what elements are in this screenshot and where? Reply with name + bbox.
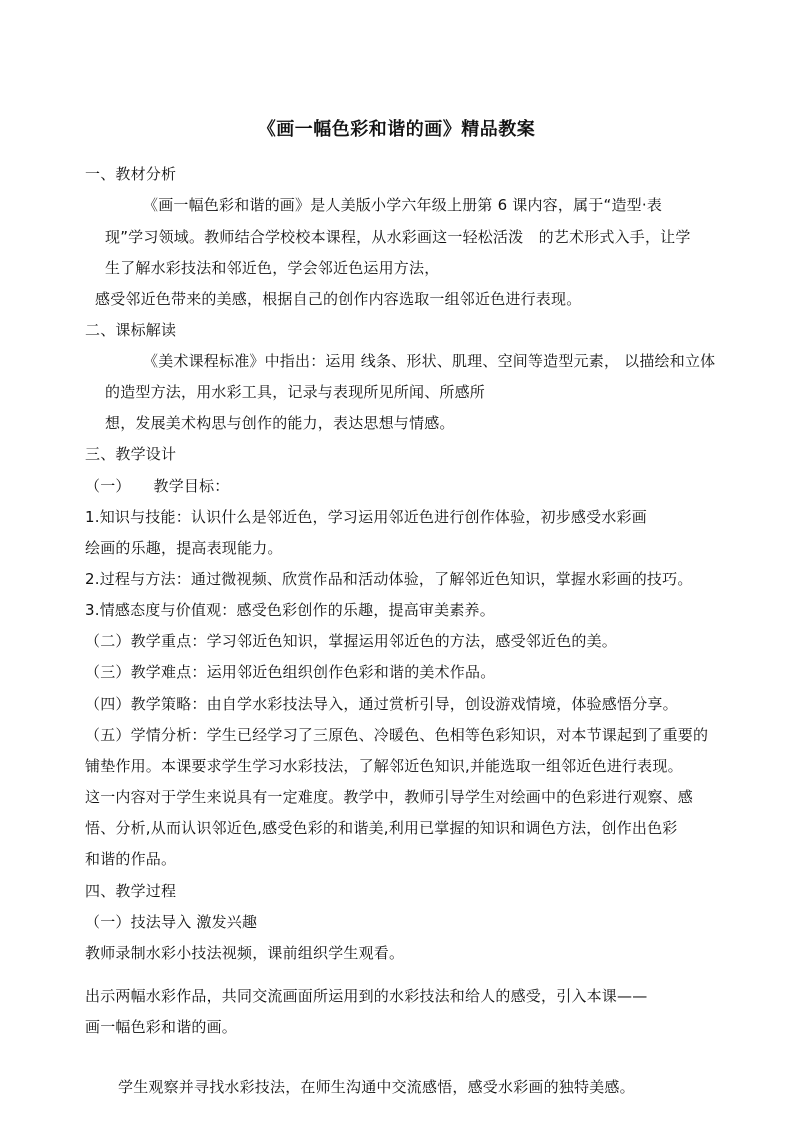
paragraph-line: 《美术课程标准》中指出：运用 线条、形状、肌理、空间等造型元素， 以描绘和立体 [143, 352, 716, 370]
paragraph-line: 悟、分析,从而认识邻近色,感受色彩的和谐美,利用已掌握的知识和调色方法，创作出色彩 [85, 819, 678, 837]
document-title: 《画一幅色彩和谐的画》精品教案 [257, 119, 536, 140]
paragraph-line: （五）学情分析：学生已经学习了三原色、冷暖色、色相等色彩知识，对本节课起到了重要的 [85, 726, 709, 744]
paragraph-line: 学生观察并寻找水彩技法，在师生沟通中交流感悟，感受水彩画的独特美感。 [118, 1078, 635, 1096]
paragraph-line: （二）教学重点：学习邻近色知识，掌握运用邻近色的方法，感受邻近色的美。 [85, 632, 618, 650]
paragraph-line: 现”学习领域。教师结合学校校本课程，从水彩画这一轻松活泼 的艺术形式入手，让学 [105, 228, 691, 246]
paragraph-line: 教师录制水彩小技法视频，课前组织学生观看。 [85, 944, 405, 962]
section-heading-teaching-process: 四、教学过程 [85, 882, 177, 900]
paragraph-line: 的造型方法，用水彩工具，记录与表现所见所闻、所感所 [105, 383, 486, 401]
section-heading-standard-interpretation: 二、课标解读 [85, 321, 177, 339]
section-heading-textbook-analysis: 一、教材分析 [85, 165, 177, 183]
paragraph-line: 想，发展美术构思与创作的能力，表达思想与情感。 [105, 414, 455, 432]
section-heading-teaching-design: 三、教学设计 [85, 445, 177, 463]
paragraph-line: 1.知识与技能：认识什么是邻近色，学习运用邻近色进行创作体验，初步感受水彩画 [85, 508, 647, 526]
paragraph-line: 感受邻近色带来的美感，根据自己的创作内容选取一组邻近色进行表现。 [95, 290, 582, 308]
paragraph-line: 这一内容对于学生来说具有一定难度。教学中，教师引导学生对绘画中的色彩进行观察、感 [85, 788, 694, 806]
paragraph-line: 画一幅色彩和谐的画。 [85, 1018, 238, 1036]
paragraph-line: 铺垫作用。本课要求学生学习水彩技法，了解邻近色知识,并能选取一组邻近色进行表现。 [85, 757, 683, 775]
paragraph-line: 绘画的乐趣，提高表现能力。 [85, 539, 283, 557]
paragraph-line: 《画一幅色彩和谐的画》是人美版小学六年级上册第 6 课内容，属于“造型·表 [143, 196, 663, 214]
subheading-line: （一） 教学目标： [85, 477, 230, 495]
paragraph-line: （四）教学策略：由自学水彩技法导入，通过赏析引导，创设游戏情境，体验感悟分享。 [85, 695, 678, 713]
subheading-line: （一）技法导入 激发兴趣 [85, 913, 258, 931]
paragraph-line: 和谐的作品。 [85, 850, 177, 868]
paragraph-line: （三）教学难点：运用邻近色组织创作色彩和谐的美术作品。 [85, 663, 496, 681]
paragraph-line: 2.过程与方法：通过微视频、欣赏作品和活动体验，了解邻近色知识，掌握水彩画的技巧。 [85, 570, 693, 588]
paragraph-line: 3.情感态度与价值观：感受色彩创作的乐趣，提高审美素养。 [85, 601, 495, 619]
paragraph-line: 生了解水彩技法和邻近色，学会邻近色运用方法， [105, 259, 440, 277]
paragraph-line: 出示两幅水彩作品，共同交流画面所运用到的水彩技法和给人的感受，引入本课—— [85, 987, 648, 1005]
